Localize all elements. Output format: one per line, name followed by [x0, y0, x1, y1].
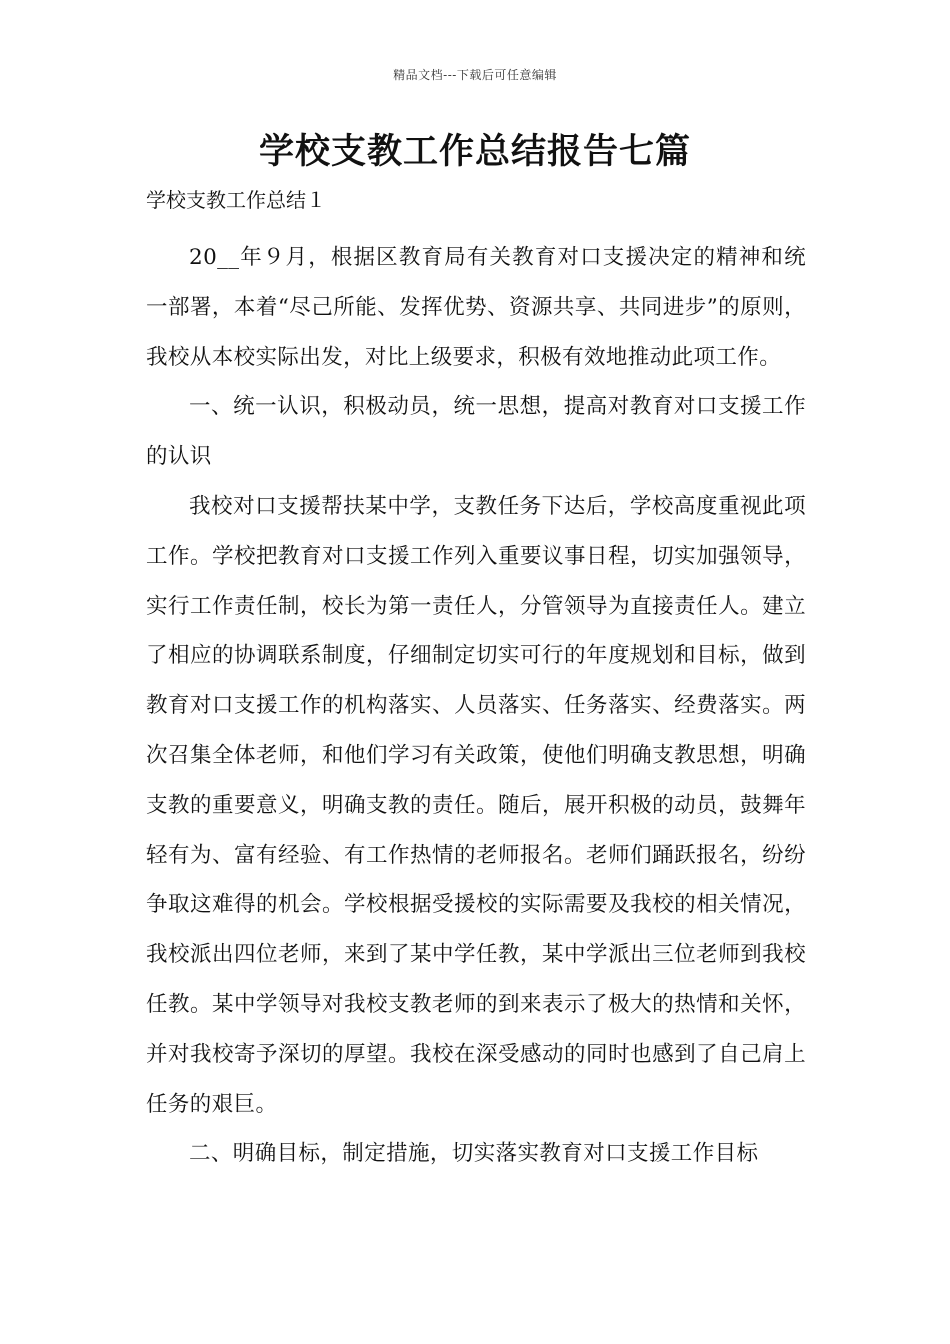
paragraph-intro: 20__年９月，根据区教育局有关教育对口支援决定的精神和统一部署，本着“尽己所能、发挥优势、资源共享、共同进步”的原则，我校从本校实际出发，对比上级要求，积极有效地推动此项工作。: [146, 245, 806, 370]
header-note: 精品文档---下载后可任意编辑: [393, 68, 557, 82]
section-heading-1: 一、统一认识，积极动员，统一思想，提高对教育对口支援工作的认识: [146, 394, 806, 470]
section-subtitle: 学校支教工作总结１: [146, 188, 326, 212]
document-title: 学校支教工作总结报告七篇: [258, 131, 691, 172]
body-text: [146, 233, 806, 1179]
section-heading-2: 二、明确目标，制定措施，切实落实教育对口支援工作目标: [189, 1141, 759, 1167]
paragraph-body: 我校对口支援帮扶某中学，支教任务下达后，学校高度重视此项工作。学校把教育对口支援工作列入重要议事日程，切实加强领导，实行工作责任制，校长为第一责任人，分管领导为直接责任人。建立了相应的协调联系制度，仔细制定切实可行的年度规划和目标，做到教育对口支援工作的机构落实、人员落实、任务落实、经费落实。两次召集全体老师，和他们学习有关政策，使他们明确支教思想，明确支教的重要意义，明确支教的责任。随后，展开积极的动员，鼓舞年轻有为、富有经验、有工作热情的老师报名。老师们踊跃报名，纷纷争取这难得的机会。学校根据受援校的实际需要及我校的相关情况，我校派出四位老师，来到了某中学任教，某中学派出三位老师到我校任教。某中学领导对我校支教老师的到来表示了极大的热情和关怀，并对我校寄予深切的厚望。我校在深受感动的同时也感到了自己肩上任务的艰巨。: [146, 493, 806, 1117]
